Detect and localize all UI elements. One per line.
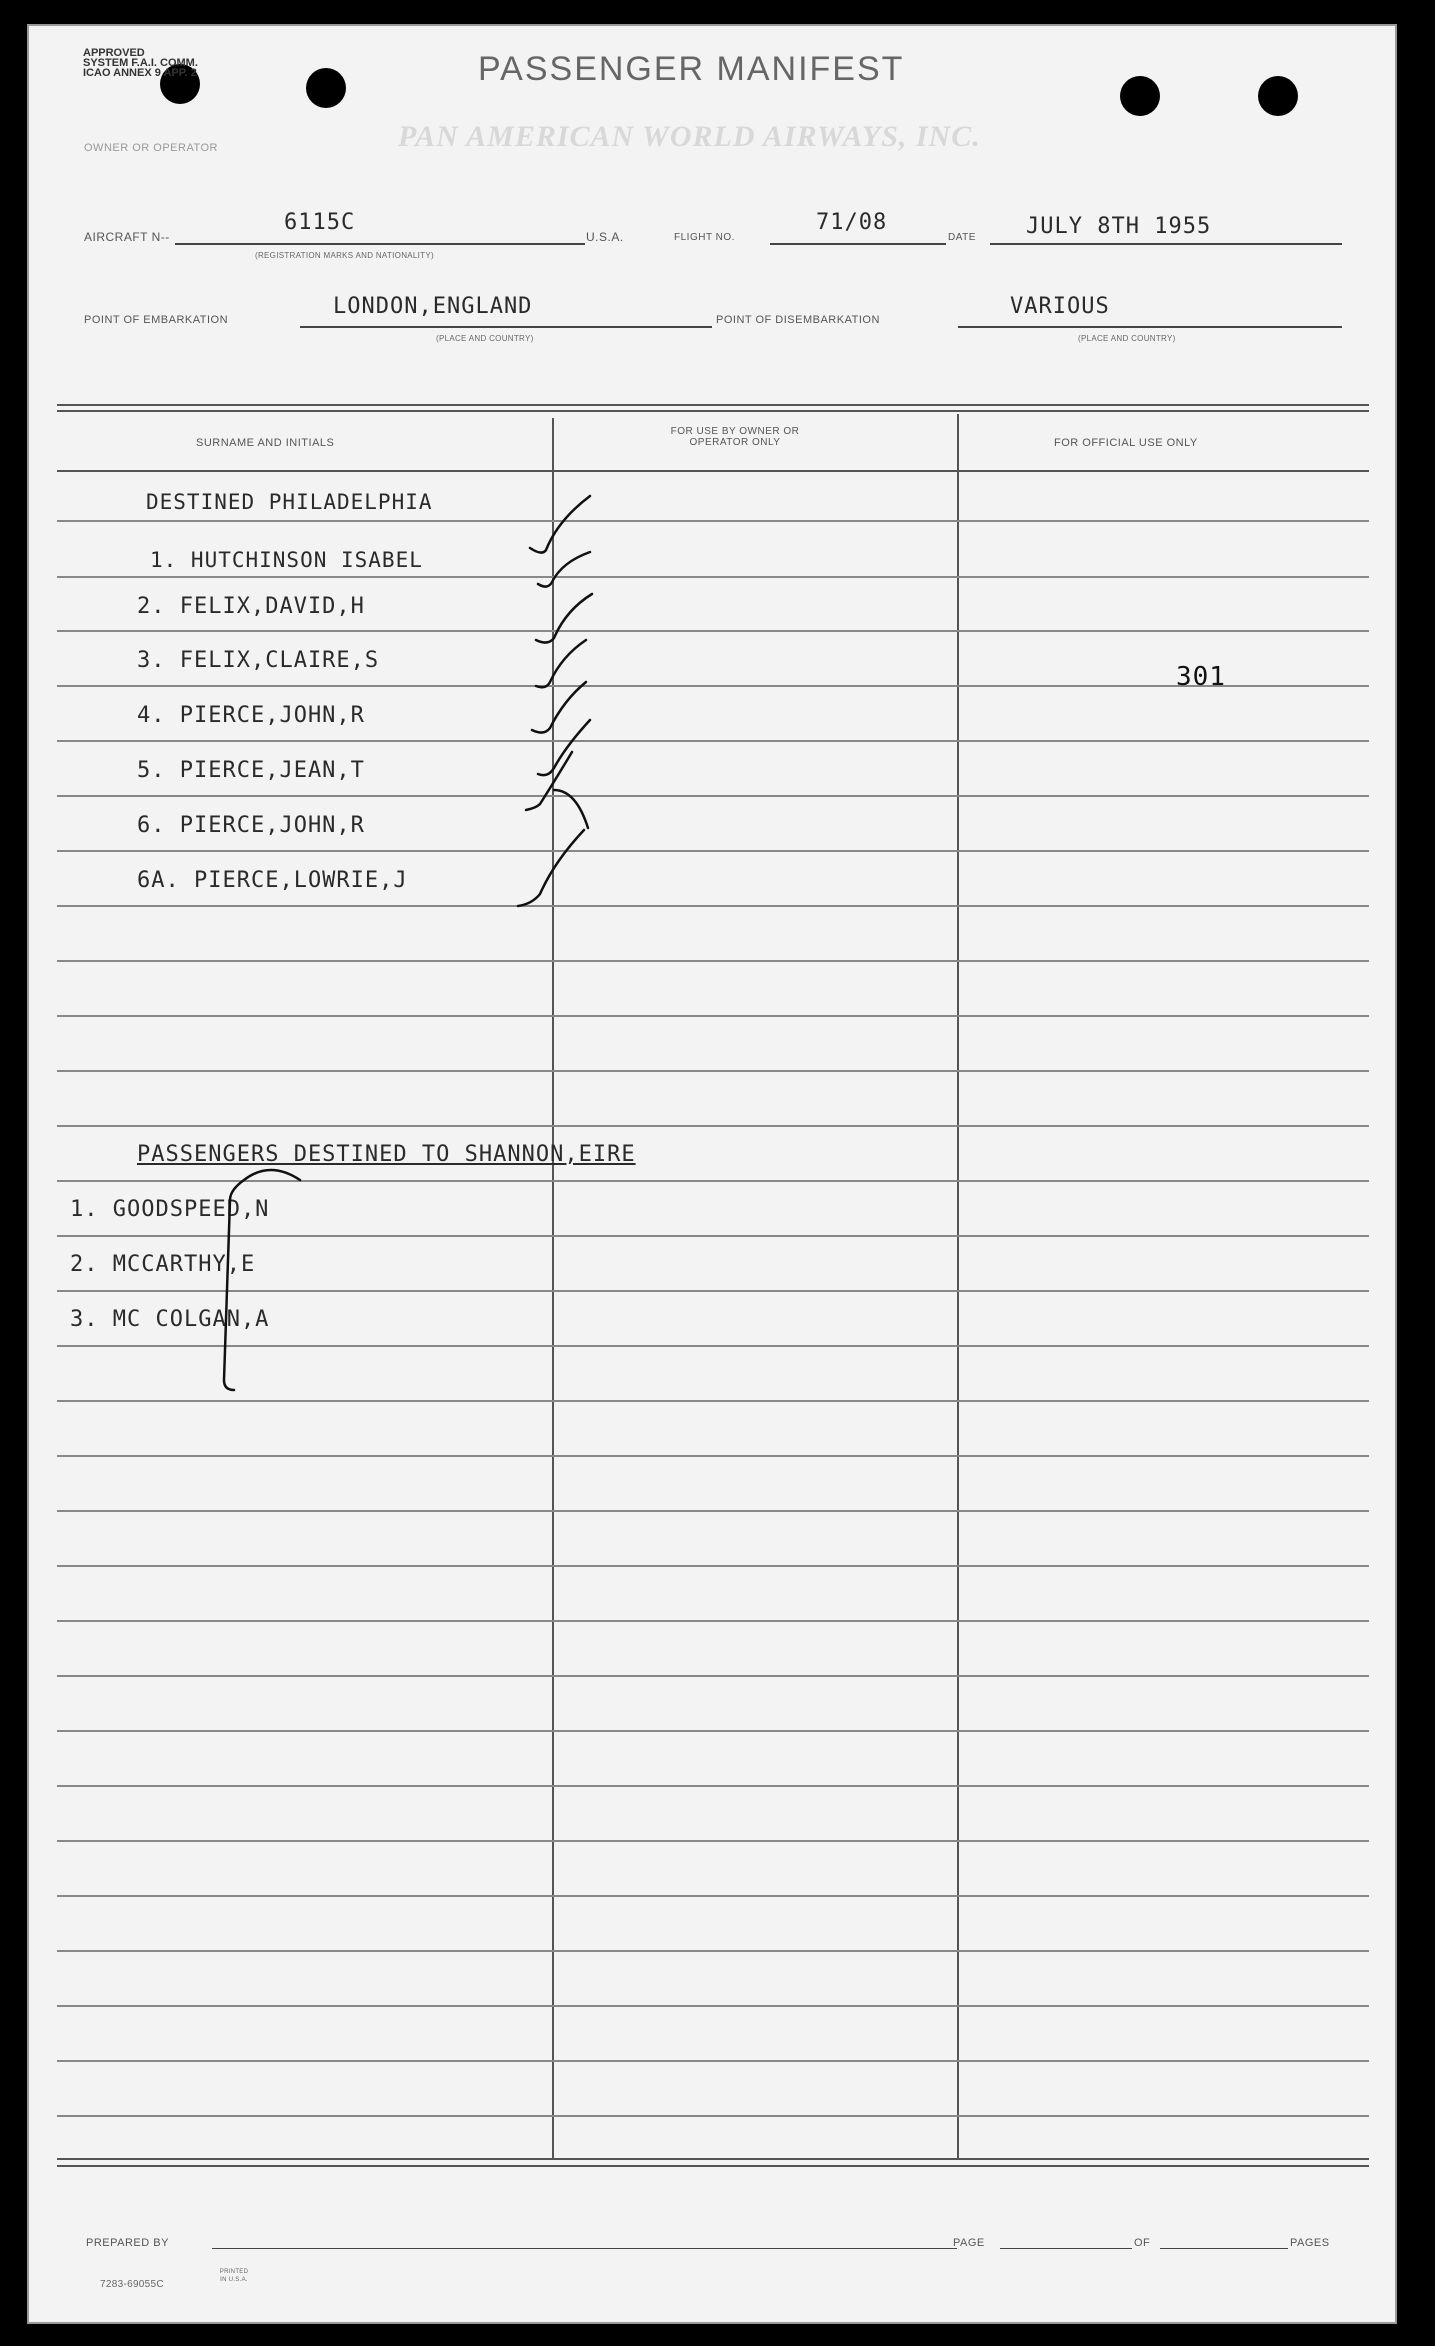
owner-label: OWNER OR OPERATOR xyxy=(84,142,218,154)
flight-no-value: 71/08 xyxy=(816,210,888,235)
row-rule xyxy=(57,685,1369,687)
row-rule xyxy=(57,630,1369,632)
passenger-row: 3. FELIX,CLAIRE,S xyxy=(137,648,380,673)
table-bottom-rule xyxy=(57,2165,1369,2167)
row-rule xyxy=(57,470,1369,472)
owner-value: PAN AMERICAN WORLD AIRWAYS, INC. xyxy=(398,120,981,153)
row-rule xyxy=(57,1895,1369,1897)
aircraft-label: AIRCRAFT N-- xyxy=(84,230,170,244)
check-mark-icon xyxy=(538,552,590,587)
row-rule xyxy=(57,520,1369,522)
approval-line: SYSTEM F.A.I. COMM. xyxy=(83,57,198,69)
table-bottom-rule xyxy=(57,2158,1369,2160)
row-rule xyxy=(57,960,1369,962)
punch-hole xyxy=(306,68,346,108)
handwritten-bracket xyxy=(200,1160,320,1400)
row-rule xyxy=(57,1620,1369,1622)
row-rule xyxy=(57,740,1369,742)
embark-value: LONDON,ENGLAND xyxy=(333,294,533,319)
check-mark-icon xyxy=(532,682,586,733)
column-header-surname: SURNAME AND INITIALS xyxy=(196,437,335,449)
bracket-mark-icon xyxy=(224,1170,300,1390)
row-rule xyxy=(57,1455,1369,1457)
disembark-value: VARIOUS xyxy=(1010,294,1110,319)
passenger-row: 1. GOODSPEED,N xyxy=(70,1197,270,1222)
pages-label: PAGES xyxy=(1290,2237,1330,2249)
column-header-official-use: FOR OFFICIAL USE ONLY xyxy=(1054,437,1198,449)
prepared-by-underline xyxy=(212,2248,957,2249)
embark-note: (PLACE AND COUNTRY) xyxy=(436,334,534,343)
passenger-row: 6. PIERCE,JOHN,R xyxy=(137,813,365,838)
passenger-row: 1. HUTCHINSON ISABEL xyxy=(150,548,423,572)
passenger-row: 3. MC COLGAN,A xyxy=(70,1307,270,1332)
date-value: JULY 8TH 1955 xyxy=(1026,214,1212,239)
page-label: PAGE xyxy=(953,2237,985,2249)
row-rule xyxy=(57,2005,1369,2007)
check-mark-icon xyxy=(530,496,590,553)
flight-no-underline xyxy=(770,243,946,245)
group-heading: DESTINED PHILADELPHIA xyxy=(146,490,433,514)
official-number: 301 xyxy=(1176,662,1226,692)
embark-label: POINT OF EMBARKATION xyxy=(84,314,229,326)
date-label: DATE xyxy=(948,232,976,243)
row-rule xyxy=(57,1565,1369,1567)
row-rule xyxy=(57,1510,1369,1512)
page-underline xyxy=(1000,2248,1132,2249)
passenger-row: 6A. PIERCE,LOWRIE,J xyxy=(137,868,408,893)
row-rule xyxy=(57,850,1369,852)
approval-stamp xyxy=(83,48,198,78)
row-rule xyxy=(57,1675,1369,1677)
row-rule xyxy=(57,2115,1369,2117)
disembark-label: POINT OF DISEMBARKATION xyxy=(716,314,880,326)
row-rule xyxy=(57,1015,1369,1017)
row-rule xyxy=(57,1400,1369,1402)
registration-note: (REGISTRATION MARKS AND NATIONALITY) xyxy=(255,251,434,260)
passenger-row: 2. MCCARTHY,E xyxy=(70,1252,256,1277)
group-heading: PASSENGERS DESTINED TO SHANNON,EIRE xyxy=(137,1142,636,1167)
column-header-owner-use: FOR USE BY OWNER OR OPERATOR ONLY xyxy=(670,426,800,448)
embark-underline xyxy=(300,326,712,328)
table-top-rule xyxy=(57,404,1369,406)
row-rule xyxy=(57,1840,1369,1842)
passenger-row: 5. PIERCE,JEAN,T xyxy=(137,758,365,783)
check-mark-icon xyxy=(536,594,592,643)
date-underline xyxy=(990,243,1342,245)
check-marks xyxy=(510,490,610,910)
row-rule xyxy=(57,1950,1369,1952)
disembark-note: (PLACE AND COUNTRY) xyxy=(1078,334,1176,343)
approval-line: ICAO ANNEX 9 APP. 2 xyxy=(83,67,197,79)
row-rule xyxy=(57,1070,1369,1072)
country-label: U.S.A. xyxy=(586,230,624,244)
form-number: 7283-69055C xyxy=(100,2279,164,2290)
row-rule xyxy=(57,795,1369,797)
passenger-row: 2. FELIX,DAVID,H xyxy=(137,594,365,619)
row-rule xyxy=(57,1730,1369,1732)
printed-in-usa: PRINTED IN U.S.A. xyxy=(219,2269,249,2283)
punch-hole xyxy=(1120,76,1160,116)
of-underline xyxy=(1160,2248,1288,2249)
punch-hole xyxy=(1258,76,1298,116)
aircraft-underline xyxy=(175,243,585,245)
prepared-by-label: PREPARED BY xyxy=(86,2237,169,2249)
row-rule xyxy=(57,2060,1369,2062)
check-mark-icon xyxy=(518,830,584,906)
flight-no-label: FLIGHT NO. xyxy=(674,232,735,243)
approval-line: APPROVED xyxy=(83,47,145,59)
row-rule xyxy=(57,576,1369,578)
row-rule xyxy=(57,905,1369,907)
page-title: PASSENGER MANIFEST xyxy=(478,50,905,88)
aircraft-value: 6115C xyxy=(284,210,356,235)
passenger-row: 4. PIERCE,JOHN,R xyxy=(137,703,365,728)
of-label: OF xyxy=(1134,2237,1151,2249)
table-top-rule xyxy=(57,410,1369,412)
check-mark-icon xyxy=(536,640,586,687)
disembark-underline xyxy=(958,326,1342,328)
row-rule xyxy=(57,1125,1369,1127)
row-rule xyxy=(57,1785,1369,1787)
